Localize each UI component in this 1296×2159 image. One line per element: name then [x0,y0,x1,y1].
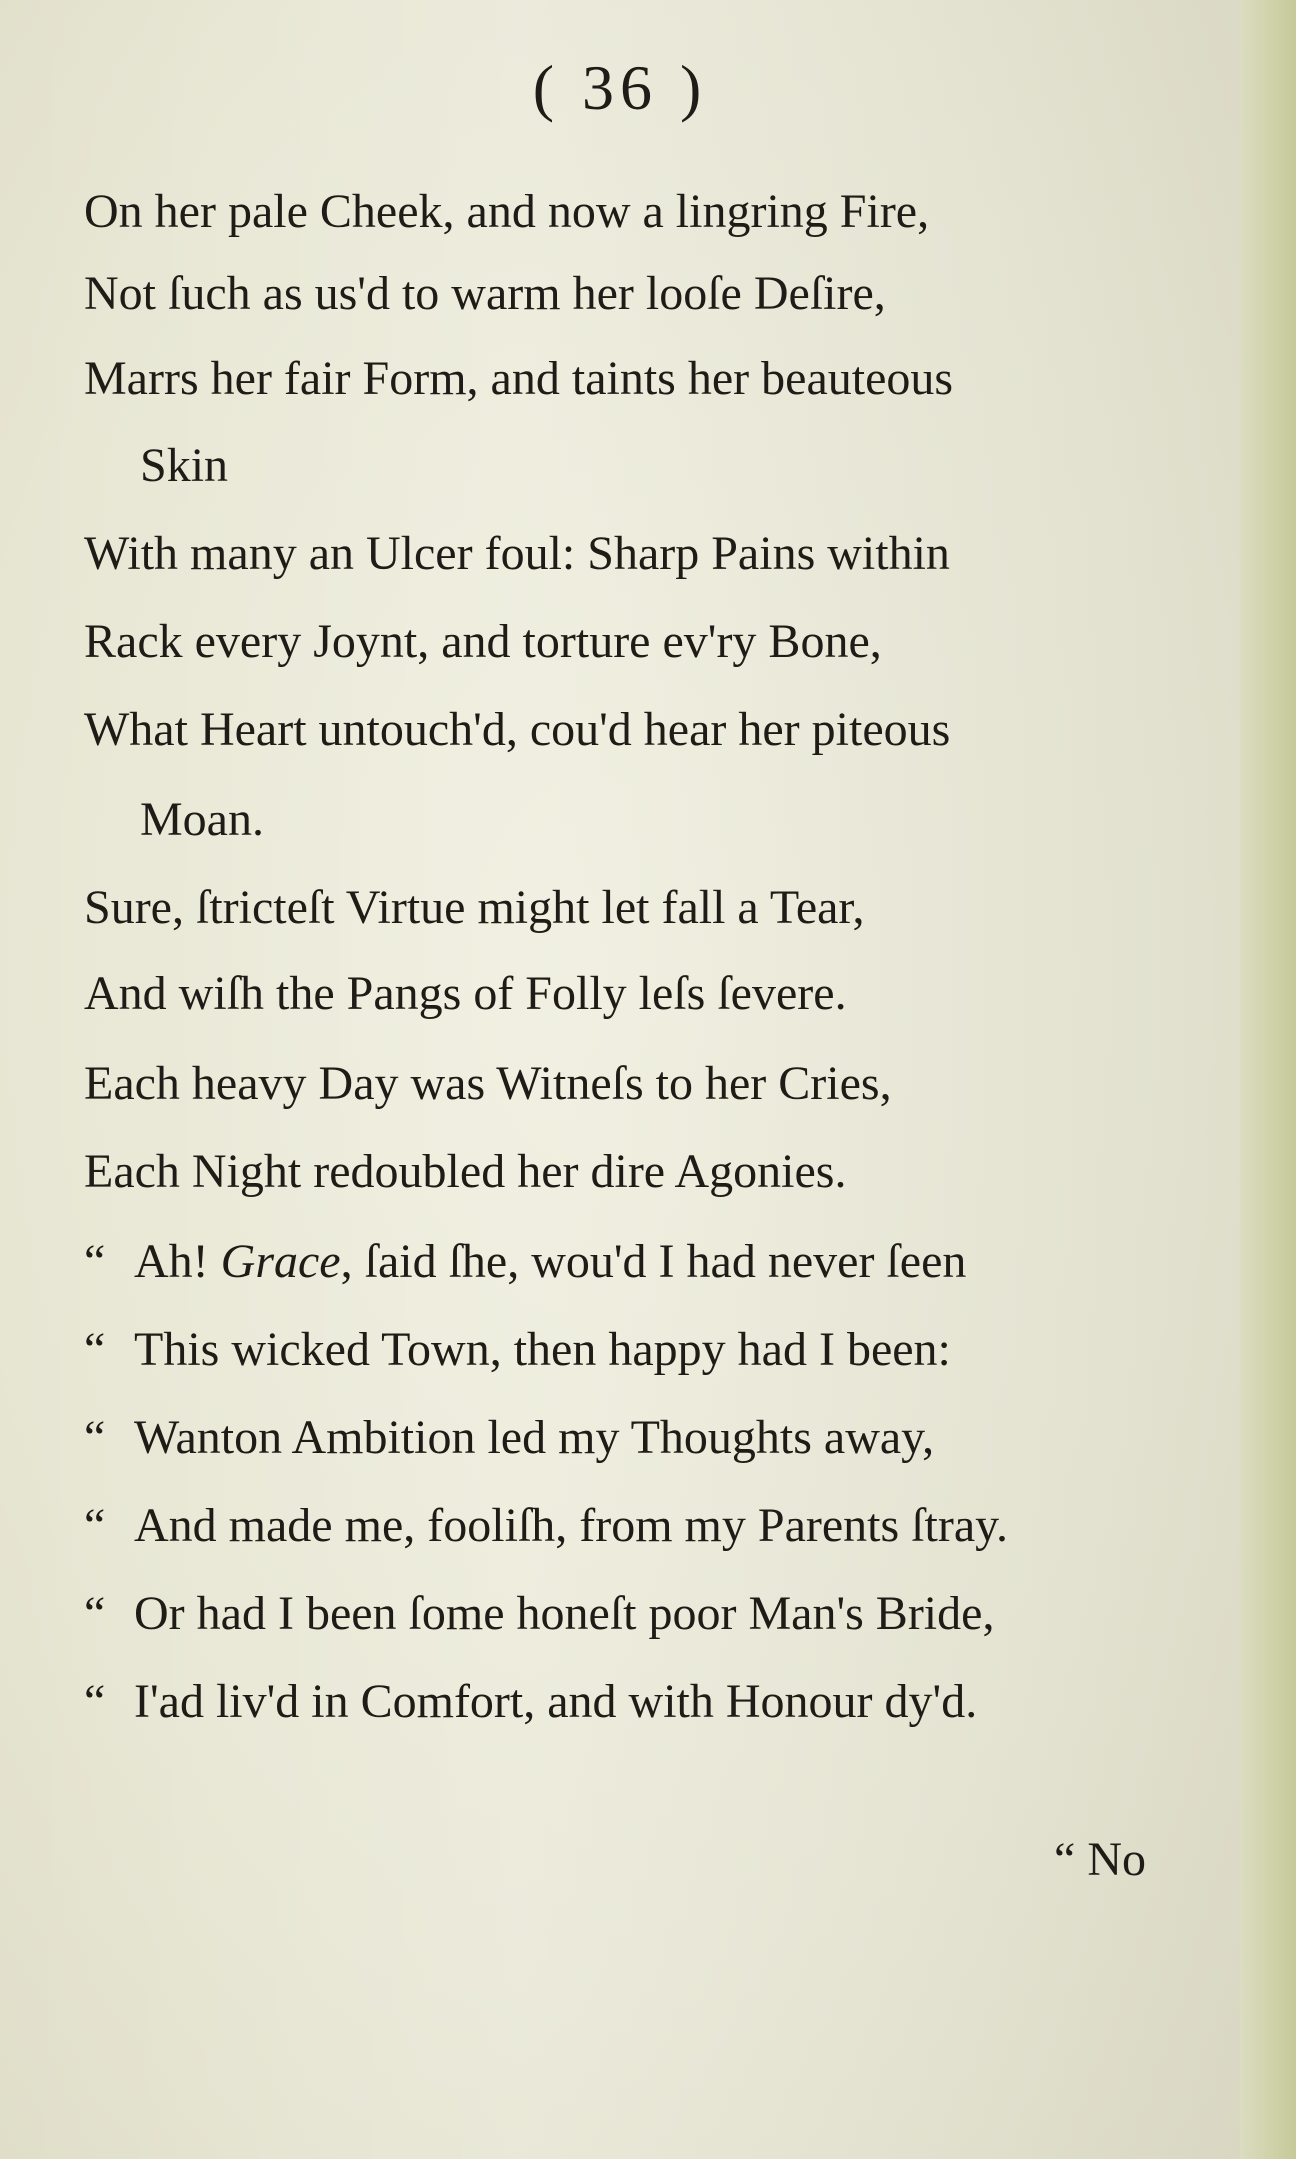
verse-text: What Heart untouch'd, cou'd hear her piteous [84,703,951,756]
verse-text: I'ad liv'd in Comfort, and with Honour dy'd. [134,1675,978,1728]
verse-line-quoted [84,1323,951,1376]
verse-text: Not ſuch as us'd to warm her looſe Deſire, [84,267,886,320]
verse-text: Rack every Joynt, and torture ev'ry Bone, [84,615,882,668]
verse-text: Wanton Ambition led my Thoughts away, [134,1411,935,1464]
verse-line-quoted [84,1587,995,1640]
verse-line [84,527,950,580]
verse-line [84,185,930,238]
verse-line-quoted [84,1411,935,1464]
verse-line-continuation [140,439,229,492]
verse-text-pre: Ah! [134,1235,221,1288]
open-quote-mark: “ [84,1587,106,1640]
verse-text: And made me, fooliſh, from my Parents ſtray. [134,1499,1009,1552]
catchword: “ No [1054,1833,1146,1886]
verse-line [84,967,847,1020]
open-quote-mark: “ [84,1235,106,1288]
open-quote-mark: “ [84,1323,106,1376]
verse-text: This wicked Town, then happy had I been: [134,1323,951,1376]
verse-text: Marrs her fair Form, and taints her beauteous [84,352,954,405]
verse-line [84,1057,892,1110]
open-quote-mark: “ [84,1411,106,1464]
verse-line [84,267,886,320]
open-quote-mark: “ [84,1675,106,1728]
page-edge [1240,0,1296,2159]
verse-line-continuation [140,793,264,846]
verse-line [84,881,865,934]
verse-line-quoted [84,1675,978,1728]
verse-text: Each Night redoubled her dire Agonies. [84,1145,847,1198]
verse-text: , ſaid ſhe, wou'd I had never ſeen [340,1235,967,1288]
verse-text: And wiſh the Pangs of Folly leſs ſevere. [84,967,847,1020]
verse-text: Each heavy Day was Witneſs to her Cries, [84,1057,892,1110]
verse-line [84,615,882,668]
verse-text: Skin [140,439,229,492]
verse-text: Moan. [140,793,264,846]
verse-text: On her pale Cheek, and now a lingring Fire, [84,185,930,238]
verse-line [84,1145,847,1198]
verse-text: With many an Ulcer foul: Sharp Pains within [84,527,950,580]
verse-line [84,352,954,405]
verse-text: Sure, ſtricteſt Virtue might let fall a Tear, [84,881,865,934]
verse-line [84,703,951,756]
verse-text-italic: Grace [220,1235,341,1288]
verse-text: Or had I been ſome honeſt poor Man's Bride, [134,1587,995,1640]
verse-line-quoted [84,1235,967,1288]
open-quote-mark: “ [84,1499,106,1552]
verse-line-quoted [84,1499,1009,1552]
page-number: ( 36 ) [532,52,708,123]
